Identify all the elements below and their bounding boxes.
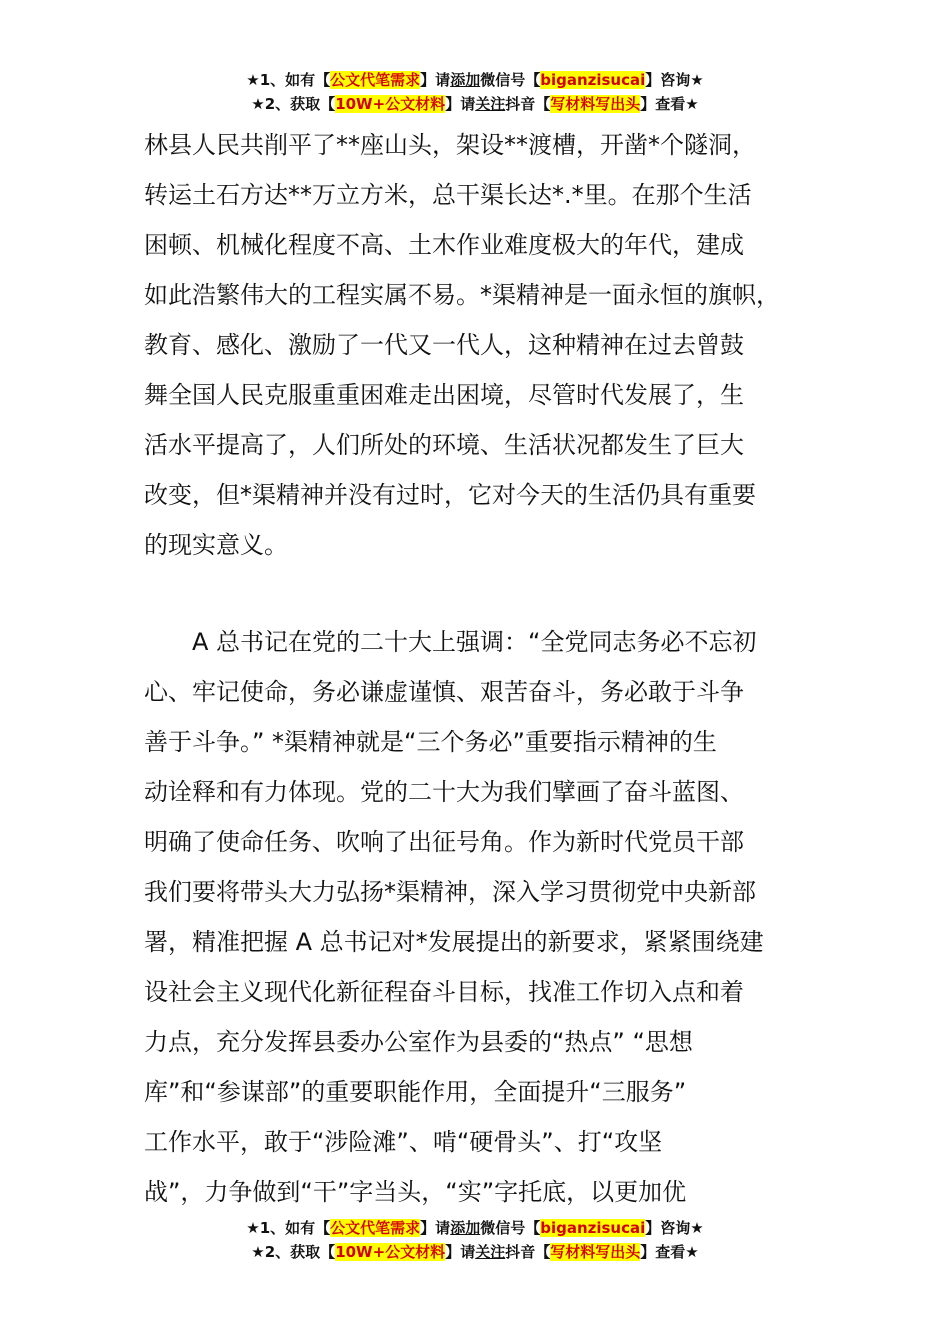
banner-text: ★2、获取【 xyxy=(251,95,336,113)
banner-underline: 添加 xyxy=(450,1219,481,1237)
text-line: 心、牢记使命，务必谦虚谨慎、艰苦奋斗，务必敢于斗争 xyxy=(144,678,744,706)
text-line: 动诠释和有力体现。党的二十大为我们擘画了奋斗蓝图、 xyxy=(144,778,744,806)
banner-line-1 xyxy=(0,1216,950,1240)
banner-text: 】请 xyxy=(445,95,476,113)
banner-highlight: 写材料写出头 xyxy=(550,1243,641,1261)
text-line: 的现实意义。 xyxy=(144,531,288,559)
banner-text: 抖音【 xyxy=(505,1243,551,1261)
banner-line-2 xyxy=(0,1240,950,1264)
text-line: 工作水平，敢于“涉险滩”、啃“硬骨头”、打“攻坚 xyxy=(144,1128,663,1156)
banner-highlight: biganzisucai xyxy=(540,71,646,89)
banner-text: ★1、如有【 xyxy=(246,1219,331,1237)
text-line: 我们要将带头大力弘扬*渠精神，深入学习贯彻党中央新部 xyxy=(144,878,756,906)
paragraph-2 xyxy=(144,617,808,1217)
text-line: 库”和“参谋部”的重要职能作用，全面提升“三服务” xyxy=(144,1078,687,1106)
banner-underline: 添加 xyxy=(450,71,481,89)
text-line: 活水平提高了，人们所处的环境、生活状况都发生了巨大 xyxy=(144,431,744,459)
banner-highlight: biganzisucai xyxy=(540,1219,646,1237)
banner-text: 】咨询★ xyxy=(645,71,704,89)
text-line: 教育、感化、激励了一代又一代人，这种精神在过去曾鼓 xyxy=(144,331,744,359)
banner-text: 】请 xyxy=(420,71,451,89)
text-line: 战”，力争做到“干”字当头，“实”字托底，以更加优 xyxy=(144,1178,687,1206)
text-line: 明确了使命任务、吹响了出征号角。作为新时代党员干部 xyxy=(144,828,744,856)
header-banner xyxy=(0,68,950,116)
banner-text: 】查看★ xyxy=(640,95,699,113)
banner-text: 微信号【 xyxy=(480,71,541,89)
banner-highlight: 10W+公文材料 xyxy=(335,1243,446,1261)
banner-text: 】请 xyxy=(420,1219,451,1237)
text-line: 林县人民共削平了**座山头，架设**渡槽，开凿*个隧洞， xyxy=(144,131,756,159)
footer-banner xyxy=(0,1216,950,1264)
text-line: 转运土石方达**万立方米，总干渠长达*.*里。在那个生活 xyxy=(144,181,752,209)
banner-underline: 关注 xyxy=(475,1243,506,1261)
banner-highlight: 写材料写出头 xyxy=(550,95,641,113)
text-line: A 总书记在党的二十大上强调：“全党同志务必不忘初 xyxy=(144,628,757,656)
banner-highlight: 公文代笔需求 xyxy=(330,1219,421,1237)
banner-text: 微信号【 xyxy=(480,1219,541,1237)
banner-line-1 xyxy=(0,68,950,92)
banner-text: 】请 xyxy=(445,1243,476,1261)
banner-line-2 xyxy=(0,92,950,116)
banner-text: ★2、获取【 xyxy=(251,1243,336,1261)
text-line: 力点，充分发挥县委办公室作为县委的“热点” “思想 xyxy=(144,1028,693,1056)
banner-text: 】咨询★ xyxy=(645,1219,704,1237)
text-line: 舞全国人民克服重重困难走出困境，尽管时代发展了，生 xyxy=(144,381,744,409)
text-line: 署，精准把握 A 总书记对*发展提出的新要求，紧紧围绕建 xyxy=(144,928,764,956)
banner-text: ★1、如有【 xyxy=(246,71,331,89)
banner-text: 抖音【 xyxy=(505,95,551,113)
banner-highlight: 10W+公文材料 xyxy=(335,95,446,113)
banner-highlight: 公文代笔需求 xyxy=(330,71,421,89)
text-line: 困顿、机械化程度不高、土木作业难度极大的年代，建成 xyxy=(144,231,744,259)
text-line: 设社会主义现代化新征程奋斗目标，找准工作切入点和着 xyxy=(144,978,744,1006)
paragraph-1 xyxy=(144,120,808,570)
text-line: 改变，但*渠精神并没有过时，它对今天的生活仍具有重要 xyxy=(144,481,756,509)
text-line: 如此浩繁伟大的工程实属不易。*渠精神是一面永恒的旗帜， xyxy=(144,281,780,309)
text-line: 善于斗争。” *渠精神就是“三个务必”重要指示精神的生 xyxy=(144,728,717,756)
banner-text: 】查看★ xyxy=(640,1243,699,1261)
banner-underline: 关注 xyxy=(475,95,506,113)
